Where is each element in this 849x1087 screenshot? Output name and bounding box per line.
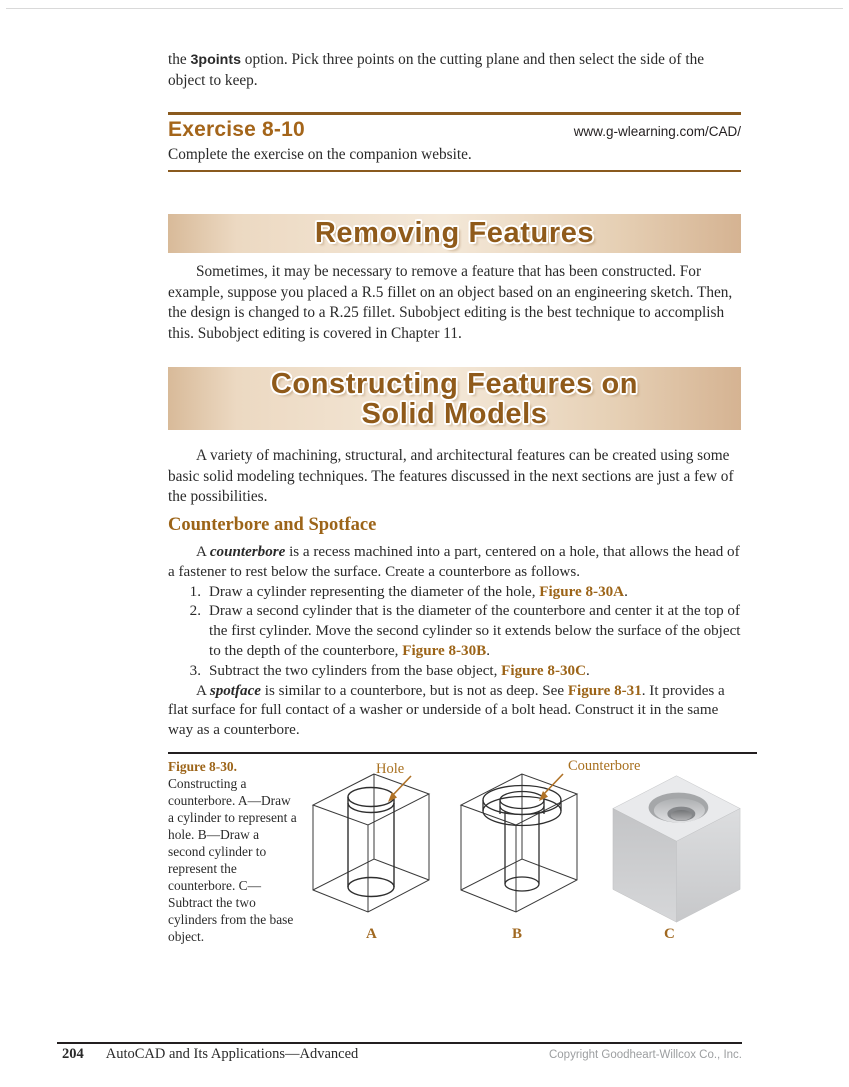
list-text xyxy=(209,662,745,682)
constructing-features-paragraph: A variety of machining, structural, and architectural features can be created using some basic solid modeling techniques. The features discussed in the next sections are just a few of the possibilities. xyxy=(168,447,734,505)
term-counterbore: counterbore xyxy=(209,544,286,560)
panel-label-c: C xyxy=(664,926,675,942)
section-title-removing-features: Removing Features xyxy=(314,217,595,249)
text: A xyxy=(196,682,210,699)
intro-text-post: option. Pick three points on the cutting plane and then select the side of the object to keep. xyxy=(168,51,705,89)
page-footer xyxy=(57,1046,742,1063)
spotface-paragraph xyxy=(168,682,745,741)
figure-reference-8-30C: Figure 8-30C xyxy=(501,662,586,679)
book-title: AutoCAD and Its Applications—Advanced xyxy=(105,1046,359,1062)
counterbore-paragraph xyxy=(168,543,745,583)
panel-label-b: B xyxy=(512,926,523,942)
section-title-constructing-line2: Solid Models xyxy=(361,398,548,430)
list-text xyxy=(209,602,745,661)
section-banner-constructing-features xyxy=(168,367,741,430)
text: Draw a second cylinder that is the diameter of the counterbore and center it at the top of the first cylinder. Move the second cylinder so it extends below the surface of the object to the depth of the counterbore, xyxy=(209,603,741,659)
figure-reference-8-30A: Figure 8-30A xyxy=(539,583,625,600)
intro-text-pre: the xyxy=(168,51,191,68)
exercise-title: Exercise 8-10 xyxy=(168,118,305,141)
list-item xyxy=(168,583,745,603)
list-item xyxy=(168,662,745,682)
figure-caption-text: Constructing a counterbore. A—Draw a cylinder to represent a hole. B—Draw a second cylinder to represent the counterbore. C—Subtract the two cylinders from the base object. xyxy=(168,776,297,944)
annotation-hole: Hole xyxy=(376,761,405,777)
text: A xyxy=(196,544,210,560)
removing-features-paragraph: Sometimes, it may be necessary to remove a feature that has been constructed. For example, suppose you placed a R.5 fillet on an object based on an engineering sketch. Then, the design is changed to a R.25 fillet. Subobject editing is the best technique to accomplish this. Subobject editing is covered in Chapter 11. xyxy=(168,263,733,342)
text: Subtract the two cylinders from the base object, xyxy=(209,662,502,679)
annotation-counterbore: Counterbore xyxy=(568,758,641,774)
figure-caption xyxy=(168,758,298,945)
list-item xyxy=(168,602,745,661)
list-number: 2. xyxy=(189,603,201,620)
section-title-constructing-line1: Constructing Features on xyxy=(270,368,639,400)
section-banner-removing-features xyxy=(168,214,741,253)
counterbore-section-body xyxy=(168,543,745,741)
figure-label: Figure 8-30. xyxy=(168,759,237,774)
page-number: 204 xyxy=(62,1046,84,1062)
exercise-url: www.g-wlearning.com/CAD/ xyxy=(573,124,741,139)
text: . xyxy=(624,583,628,600)
text: . xyxy=(486,642,491,659)
list-number: 1. xyxy=(189,583,201,600)
command-name: 3points xyxy=(190,52,241,68)
text: Draw a cylinder representing the diameter of the hole, xyxy=(209,583,540,600)
figure-panel-c-solid-model xyxy=(607,770,747,926)
figure-reference-8-30B: Figure 8-30B xyxy=(402,642,487,659)
exercise-header xyxy=(168,118,741,142)
footer-rule xyxy=(57,1042,742,1044)
figure-top-rule xyxy=(168,752,757,754)
figure-reference-8-31: Figure 8-31 xyxy=(567,682,642,699)
numbered-list xyxy=(168,583,745,682)
text: . It provides a flat surface for full contact of a washer or underside of a bolt head. Construct it in the same way as a counterbore. xyxy=(168,682,725,739)
panel-label-a: A xyxy=(366,926,377,942)
copyright-notice: Copyright Goodheart-Willcox Co., Inc. xyxy=(548,1049,742,1061)
list-number: 3. xyxy=(189,662,201,679)
figure-panel-b-wireframe-counterbore xyxy=(451,762,603,926)
term-spotface: spotface xyxy=(209,682,261,699)
exercise-box xyxy=(168,112,741,172)
subsection-heading-counterbore-spotface: Counterbore and Spotface xyxy=(168,515,377,535)
page-edge-line xyxy=(6,8,843,9)
text: is a recess machined into a part, centered on a hole, that allows the head of a fastener to rest below the surface. Create a counterbore as follows. xyxy=(168,544,740,580)
list-text xyxy=(209,583,745,603)
figure-panel-a-wireframe-hole xyxy=(303,762,455,926)
intro-paragraph xyxy=(168,50,745,92)
text: . xyxy=(585,662,590,679)
exercise-body: Complete the exercise on the companion website. xyxy=(168,146,472,163)
text: is similar to a counterbore, but is not as deep. See xyxy=(260,682,568,699)
